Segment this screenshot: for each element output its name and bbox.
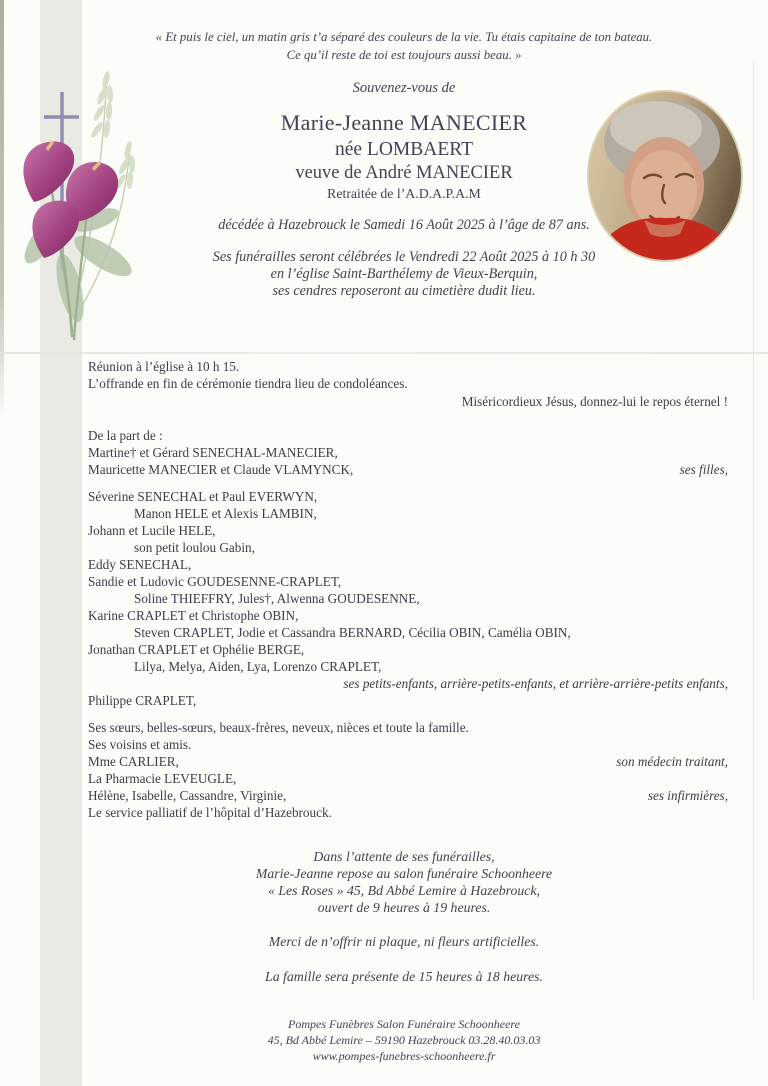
daughter-row (88, 461, 728, 478)
family-line: Sandie et Ludovic GOUDESENNE-CRAPLET, (88, 574, 342, 589)
family-line: Lilya, Melya, Aiden, Lya, Lorenzo CRAPLET, (134, 659, 382, 674)
repose-line1: Dans l’attente de ses funérailles, (313, 849, 495, 864)
family-line: Jonathan CRAPLET et Ophélie BERGE, (88, 642, 305, 657)
daughter-line: Martine† et Gérard SENECHAL-MANECIER, (88, 445, 338, 460)
family-line: Steven CRAPLET, Jodie et Cassandra BERNARD, Cécilia OBIN, Camélia OBIN, (134, 625, 571, 640)
family-present-line: La famille sera présente de 15 heures à 18 heures. (265, 969, 543, 984)
pharmacy-line: La Pharmacie LEVEUGLE, (88, 771, 237, 786)
funeral-details-line1: Ses funérailles seront célébrées le Vendredi 22 Août 2025 à 10 h 30 (212, 249, 596, 265)
funeral-details-line2: en l’église Saint-Barthélemy de Vieux-Berquin, (270, 266, 538, 282)
repose-line3: « Les Roses » 45, Bd Abbé Lemire à Hazebrouck, (268, 883, 540, 898)
doctor-role-label: son médecin traitant, (616, 754, 728, 769)
nurses-role-label: ses infirmières, (647, 788, 728, 803)
doctor-line: Mme CARLIER, (88, 754, 179, 769)
family-line: Soline THIEFFRY, Jules†, Alwenna GOUDESENNE, (134, 591, 420, 606)
relatives-line: Ses sœurs, belles-sœurs, beaux-frères, neveux, nièces et toute la famille. (88, 720, 469, 735)
repose-line2: Marie-Jeanne repose au salon funéraire Schoonheere (255, 866, 553, 881)
maiden-name: née LOMBAERT (334, 139, 473, 160)
retirement-line: Retraitée de l’A.D.A.P.A.M (327, 186, 481, 201)
prayer-line: Miséricordieux Jésus, donnez-lui le repos éternel ! (461, 394, 728, 409)
remembrance-text: Souvenez-vous de (352, 80, 456, 96)
death-notice: décédée à Hazebrouck le Samedi 16 Août 2025 à l’âge de 87 ans. (218, 217, 590, 233)
meeting-line: Réunion à l’église à 10 h 15. (88, 359, 240, 374)
doctor-row (88, 753, 728, 770)
grandchildren-role-label: ses petits-enfants, arrière-petits-enfants, et arrière-arrière-petits enfants, (343, 676, 728, 691)
family-line: Eddy SENECHAL, (88, 557, 192, 572)
opening-quote-line2: Ce qu’il reste de toi est toujours aussi beau. » (286, 48, 522, 62)
widow-line: veuve de André MANECIER (295, 163, 513, 183)
son-line: Philippe CRAPLET, (88, 693, 197, 708)
no-flowers-line: Merci de n’offrir ni plaque, ni fleurs artificielles. (268, 934, 540, 949)
funeral-home-website: www.pompes-funebres-schoonheere.fr (312, 1049, 496, 1063)
repose-line4: ouvert de 9 heures à 19 heures. (317, 900, 491, 915)
funeral-home-name: Pompes Funèbres Salon Funéraire Schoonheere (288, 1017, 520, 1031)
deceased-name: Marie-Jeanne MANECIER (280, 110, 528, 135)
relatives-line: Ses voisins et amis. (88, 737, 192, 752)
palliative-line: Le service palliatif de l’hôpital d’Hazebrouck. (88, 805, 332, 820)
daughter-line: Mauricette MANECIER et Claude VLAMYNCK, (88, 462, 354, 477)
family-line: son petit loulou Gabin, (134, 540, 255, 555)
offering-line: L’offrande en fin de cérémonie tiendra lieu de condoléances. (88, 376, 408, 391)
opening-quote-line1: « Et puis le ciel, un matin gris t’a séparé des couleurs de la vie. Tu étais capitaine de ton bateau. (155, 30, 653, 44)
nurses-line: Hélène, Isabelle, Cassandre, Virginie, (88, 788, 287, 803)
family-intro: De la part de : (88, 428, 163, 443)
family-line: Manon HELE et Alexis LAMBIN, (134, 506, 317, 521)
scan-edge-shadow (0, 0, 4, 420)
family-line: Karine CRAPLET et Christophe OBIN, (88, 608, 299, 623)
funeral-home-address: 45, Bd Abbé Lemire – 59190 Hazebrouck 03.28.40.03.03 (267, 1033, 541, 1047)
family-line: Johann et Lucile HELE, (88, 523, 216, 538)
nurses-row (88, 787, 728, 804)
funeral-details-line3: ses cendres reposeront au cimetière dudit lieu. (272, 283, 536, 299)
family-line: Séverine SENECHAL et Paul EVERWYN, (88, 489, 318, 504)
daughters-role-label: ses filles, (679, 462, 728, 477)
